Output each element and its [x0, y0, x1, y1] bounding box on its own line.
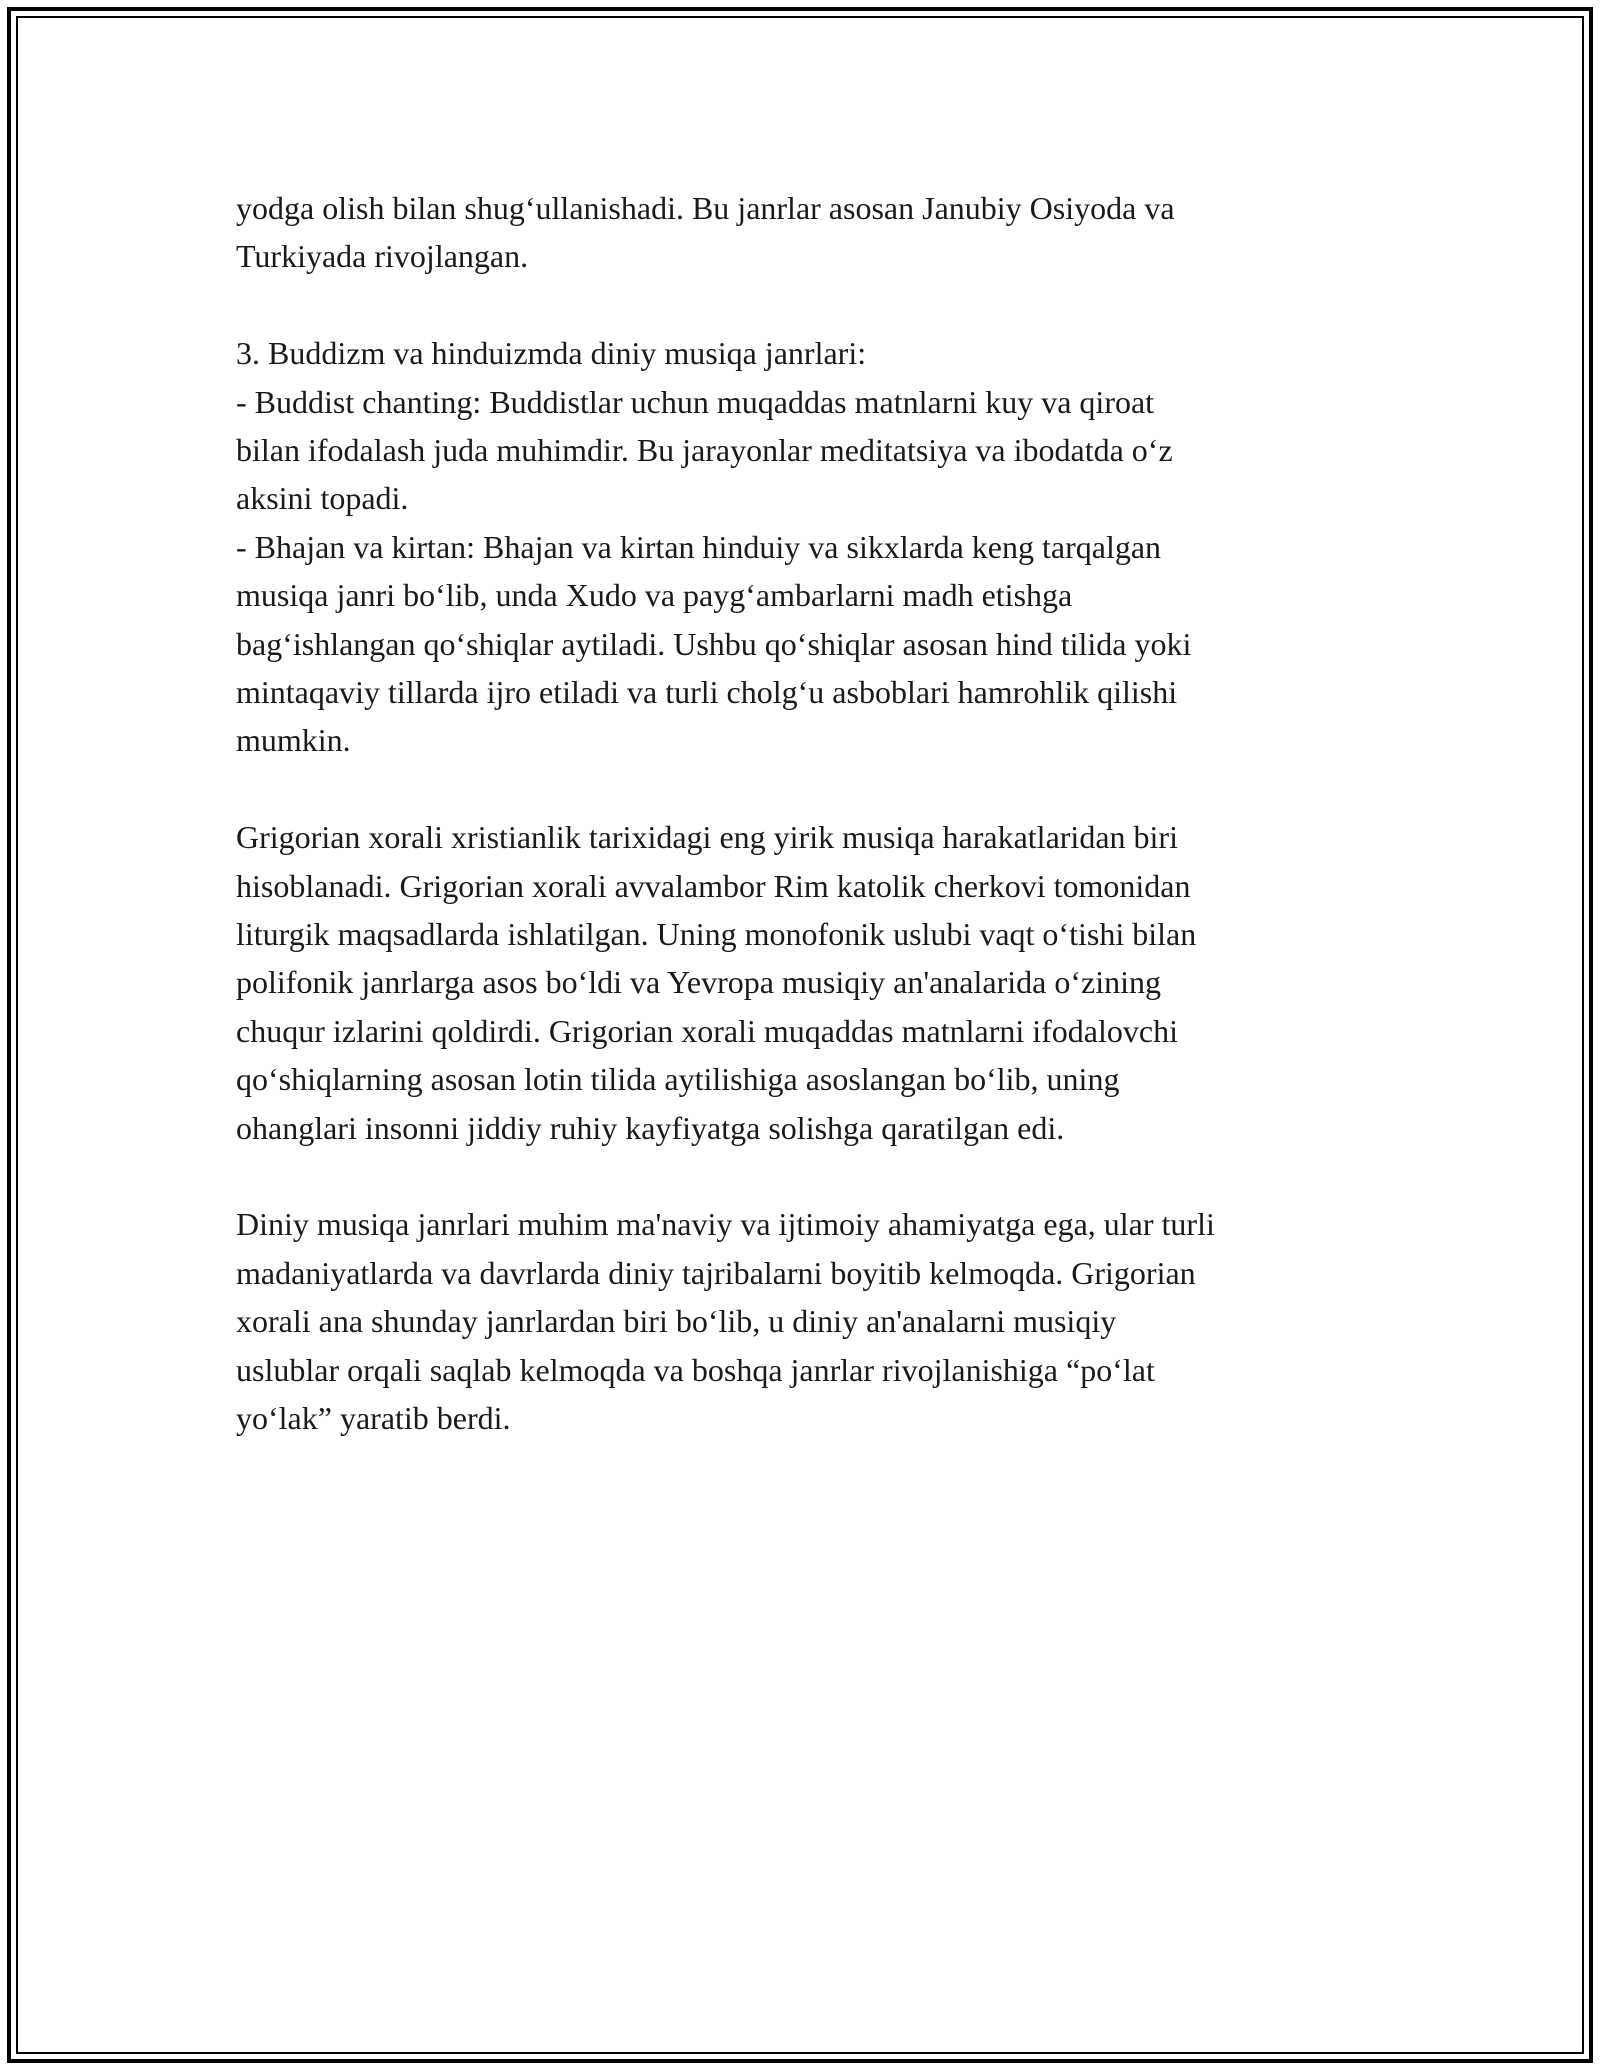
paragraph-conclusion: Diniy musiqa janrlari muhim ma'naviy va ijtimoiy ahamiyatga ega, ular turli madaniyatlarda va davrlarda diniy tajribalarni boyitib kelmoqda. Grigorian xorali ana shunday janrlardan biri bo‘lib, u diniy an'analarni musiqiy uslublar orqali saqlab kelmoqda va boshqa janrlar rivojlanishiga “po‘lat yo‘lak” yaratib berdi. [236, 1206, 1215, 1437]
paragraph-buddhism-hinduism: 3. Buddizm va hinduizmda diniy musiqa janrlari: - Buddist chanting: Buddistlar uchun muqaddas matnlarni kuy va qiroat bilan ifodalash juda muhimdir. Bu jarayonlar meditatsiya va ibodatda o‘z aksini topadi. - Bhajan va kirtan: Bhajan va kirtan hinduiy va sikxlarda keng tarqalgan musiqa janri bo‘lib, unda Xudo va payg‘ambarlarni madh etishga bag‘ishlangan qo‘shiqlar aytiladi. Ushbu qo‘shiqlar asosan hind tilida yoki mintaqaviy tillarda ijro etiladi va turli cholg‘u asboblari hamrohlik qilishi mumkin. [236, 335, 1192, 759]
document-body [236, 184, 1376, 1443]
paragraph-continuation: yodga olish bilan shug‘ullanishadi. Bu janrlar asosan Janubiy Osiyoda va Turkiyada rivojlangan. [236, 190, 1175, 275]
paragraph-gregorian-chant: Grigorian xorali xristianlik tarixidagi eng yirik musiqa harakatlaridan biri hisoblanadi. Grigorian xorali avvalambor Rim katolik cherkovi tomonidan liturgik maqsadlarda ishlatilgan. Uning monofonik uslubi vaqt o‘tishi bilan polifonik janrlarga asos bo‘ldi va Yevropa musiqiy an'analarida o‘zining chuqur izlarini qoldirdi. Grigorian xorali muqaddas matnlarni ifodalovchi qo‘shiqlarning asosan lotin tilida aytilishiga asoslangan bo‘lib, uning ohanglari insonni jiddiy ruhiy kayfiyatga solishga qaratilgan edi. [236, 819, 1197, 1146]
